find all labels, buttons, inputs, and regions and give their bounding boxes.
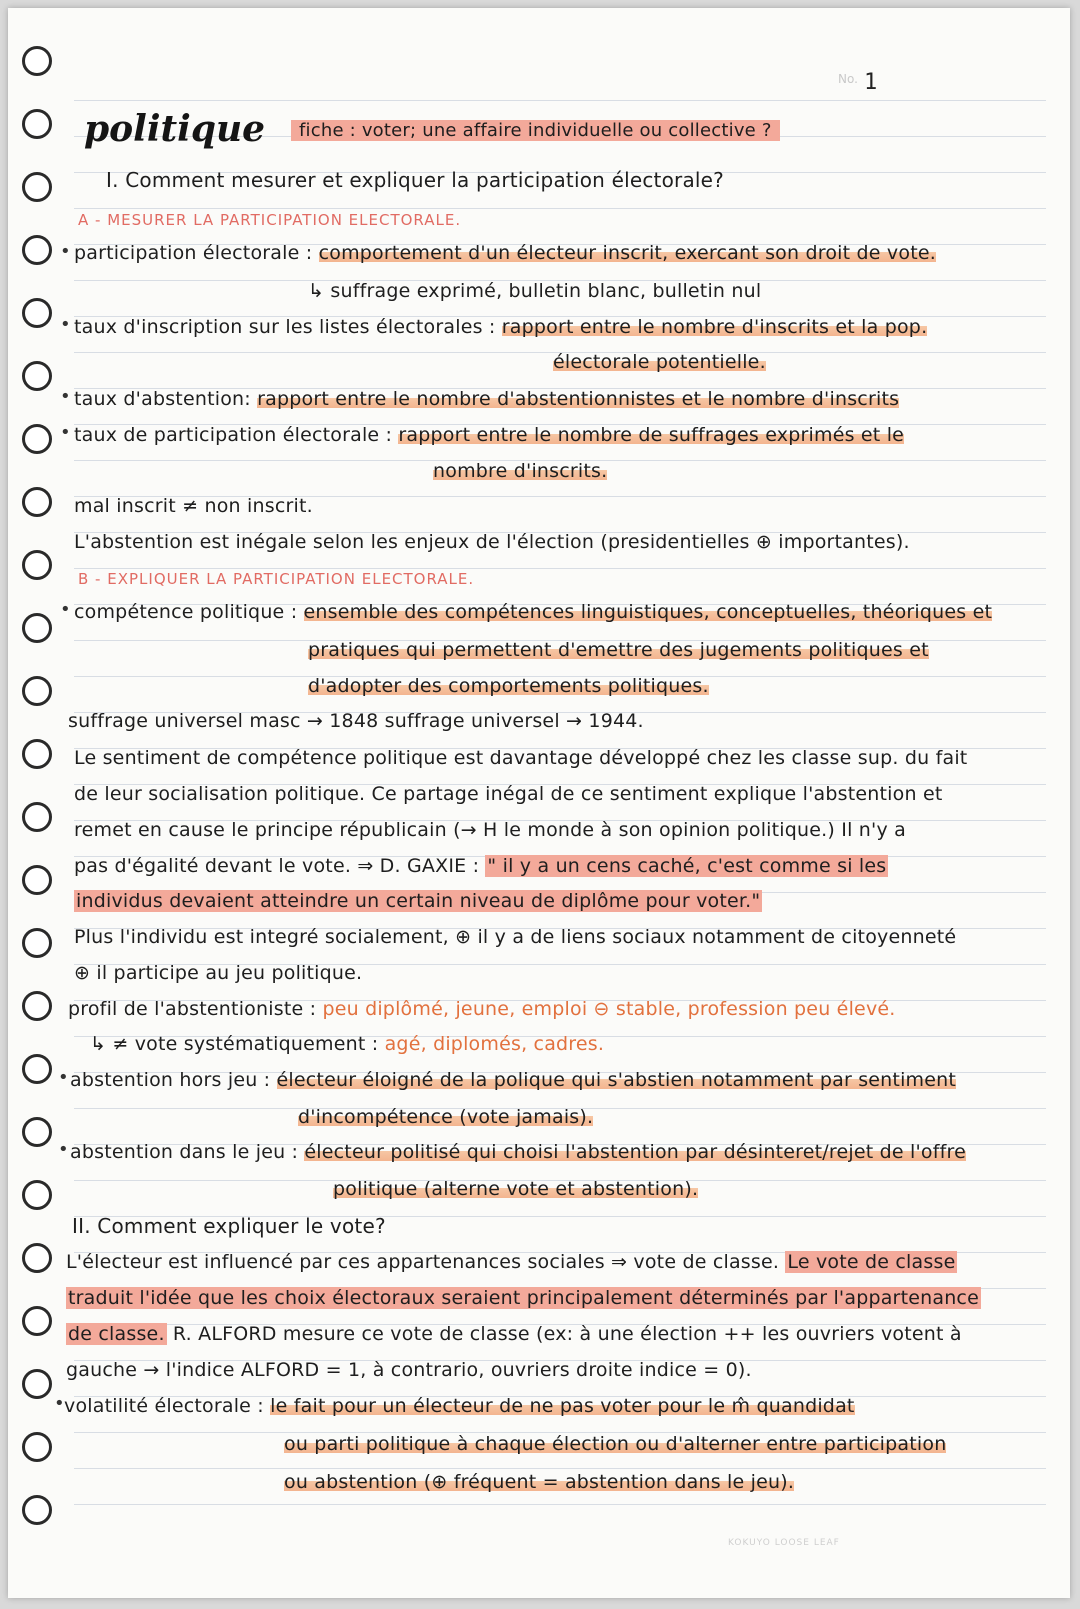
binder-hole (22, 424, 52, 454)
page-title: politique (84, 108, 266, 150)
term: abstention hors jeu : (70, 1069, 277, 1091)
fiche-heading (291, 120, 780, 141)
text-span: pas d'égalité devant le vote. ⇒ D. GAXIE : (74, 855, 486, 877)
definition-text: nombre d'inscrits. (433, 460, 608, 482)
paper-brand: KOKUYO LOOSE LEAF (728, 1538, 840, 1548)
text-line (66, 1251, 957, 1273)
definition-text: rapport entre le nombre d'abstentionnistes et le nombre d'inscrits (257, 388, 900, 410)
binder-hole (22, 46, 52, 76)
subsection-heading-b: B - EXPLIQUER LA PARTICIPATION ELECTORALE. (78, 570, 475, 588)
definition-text: ou parti politique à chaque élection ou d'alterner entre participation (284, 1433, 947, 1455)
binder-hole (22, 865, 52, 895)
term: participation électorale : (74, 242, 319, 264)
ruled-line (74, 1468, 1046, 1469)
term: profil de l'abstentioniste : (68, 998, 323, 1020)
definition-volatilite (64, 1395, 855, 1417)
definition-text: d'incompétence (vote jamais). (298, 1106, 594, 1128)
binder-hole (22, 928, 52, 958)
term: taux d'abstention: (74, 388, 258, 410)
quote-text: individus devaient atteindre un certain niveau de diplôme pour voter." (76, 890, 761, 912)
text-line (66, 1323, 962, 1345)
definition-abstention (74, 388, 899, 410)
term: volatilité électorale : (64, 1395, 271, 1417)
section-heading-2: II. Comment expliquer le vote? (72, 1214, 386, 1238)
ruled-line (74, 208, 1046, 209)
text-line (68, 998, 896, 1020)
binder-hole (22, 172, 52, 202)
binder-hole (22, 550, 52, 580)
text-line (284, 1471, 794, 1493)
definition-text: rapport entre le nombre de suffrages exprimés et le (398, 424, 905, 446)
bullet: • (60, 241, 71, 262)
binder-hole (22, 739, 52, 769)
definition-text: comportement d'un électeur inscrit, exercant son droit de vote. (318, 242, 936, 264)
definition-text: le fait pour un électeur de ne pas voter pour le m̂ quandidat (270, 1395, 855, 1417)
definition-text: électeur éloigné de la polique qui s'abstien notamment par sentiment (276, 1069, 957, 1091)
text-line: Plus l'individu est integré socialement, ⊕ il y a de liens sociaux notamment de citoyenneté (74, 926, 957, 948)
bullet: • (58, 1067, 69, 1088)
ruled-line (74, 1504, 1046, 1505)
text-line: ↳ suffrage exprimé, bulletin blanc, bulletin nul (308, 280, 762, 302)
text-line (553, 351, 766, 373)
text-line: suffrage universel masc → 1848 suffrage universel → 1944. (68, 710, 644, 732)
quote-text: " il y a un cens caché, c'est comme si les (487, 855, 887, 877)
text-line (74, 855, 888, 877)
text-line (66, 1287, 981, 1309)
text-line (433, 460, 607, 482)
highlight-text: de classe. (68, 1323, 165, 1345)
bullet: • (60, 386, 71, 407)
number-label: No. (838, 72, 858, 86)
text-span: L'électeur est influencé par ces appartenances sociales ⇒ vote de classe. (66, 1251, 786, 1273)
definition-text: électorale potentielle. (553, 351, 766, 373)
definition-inscription (74, 316, 927, 338)
text-line: Le sentiment de compétence politique est davantage développé chez les classe sup. du fait (74, 747, 968, 769)
definition-text: électeur politisé qui choisi l'abstention par désinteret/rejet de l'offre (304, 1141, 967, 1163)
text-line: L'abstention est inégale selon les enjeux de l'élection (presidentielles ⊕ importantes). (74, 531, 910, 553)
orange-text: peu diplômé, jeune, emploi ⊖ stable, profession peu élevé. (322, 998, 896, 1020)
binder-hole (22, 1306, 52, 1336)
highlight-text: Le vote de classe (787, 1251, 956, 1273)
text-line (308, 639, 929, 661)
binder-hole (22, 613, 52, 643)
term: abstention dans le jeu : (70, 1141, 305, 1163)
binder-hole (22, 298, 52, 328)
text-line (284, 1433, 946, 1455)
definition-text: ou abstention (⊕ fréquent = abstention dans le jeu). (284, 1471, 795, 1493)
notebook-page (8, 8, 1070, 1598)
binder-hole (22, 1117, 52, 1147)
binder-hole (22, 361, 52, 391)
binder-hole (22, 991, 52, 1021)
definition-text: politique (alterne vote et abstention). (333, 1178, 699, 1200)
binder-hole (22, 1054, 52, 1084)
text-line (74, 890, 762, 912)
ruled-line (74, 568, 1046, 569)
bullet: • (60, 422, 71, 443)
orange-text: agé, diplomés, cadres. (384, 1033, 605, 1055)
text-line: ⊕ il participe au jeu politique. (74, 962, 363, 984)
term: taux de participation électorale : (74, 424, 399, 446)
definition-text: ensemble des compétences linguistiques, conceptuelles, théoriques et (303, 601, 993, 623)
highlight-text: traduit l'idée que les choix électoraux seraient principalement déterminés par l'appartenance (68, 1287, 979, 1309)
term: ↳ ≠ vote systématiquement : (90, 1033, 385, 1055)
binder-hole (22, 235, 52, 265)
binder-hole (22, 1369, 52, 1399)
binder-hole (22, 802, 52, 832)
page-number: 1 (864, 70, 878, 95)
bullet: • (60, 599, 71, 620)
definition-dans-jeu (70, 1141, 966, 1163)
text-line: remet en cause le principe républicain (→ H le monde à son opinion politique.) Il n'y a (74, 819, 906, 841)
bullet: • (54, 1393, 65, 1414)
term: taux d'inscription sur les listes électorales : (74, 316, 502, 338)
binder-hole (22, 676, 52, 706)
text-line (298, 1106, 593, 1128)
text-line: mal inscrit ≠ non inscrit. (74, 495, 313, 517)
ruled-line (74, 100, 1046, 101)
binder-hole (22, 1495, 52, 1525)
definition-hors-jeu (70, 1069, 956, 1091)
section-heading-1: I. Comment mesurer et expliquer la participation électorale? (106, 168, 724, 192)
binder-hole (22, 1180, 52, 1210)
bullet: • (58, 1139, 69, 1160)
term: compétence politique : (74, 601, 304, 623)
text-line (333, 1178, 698, 1200)
binder-hole (22, 487, 52, 517)
text-line: de leur socialisation politique. Ce partage inégal de ce sentiment explique l'abstention et (74, 783, 943, 805)
definition-text: rapport entre le nombre d'inscrits et la pop. (501, 316, 928, 338)
text-line (90, 1033, 604, 1055)
binder-hole (22, 1432, 52, 1462)
text-line: gauche → l'indice ALFORD = 1, à contrario, ouvriers droite indice = 0). (66, 1359, 752, 1381)
text-line (308, 675, 709, 697)
definition-text: d'adopter des comportements politiques. (308, 675, 709, 697)
fiche-heading-text: fiche : voter; une affaire individuelle ou collective ? (291, 120, 780, 141)
definition-competence (74, 601, 992, 623)
bullet: • (60, 314, 71, 335)
definition-participation (74, 242, 936, 264)
text-span: R. ALFORD mesure ce vote de classe (ex: à une élection ++ les ouvriers votent à (166, 1323, 962, 1345)
binder-hole (22, 109, 52, 139)
binder-hole (22, 1243, 52, 1273)
definition-participation-rate (74, 424, 904, 446)
definition-text: pratiques qui permettent d'emettre des jugements politiques et (308, 639, 929, 661)
subsection-heading-a: A - MESURER LA PARTICIPATION ELECTORALE. (78, 211, 462, 229)
